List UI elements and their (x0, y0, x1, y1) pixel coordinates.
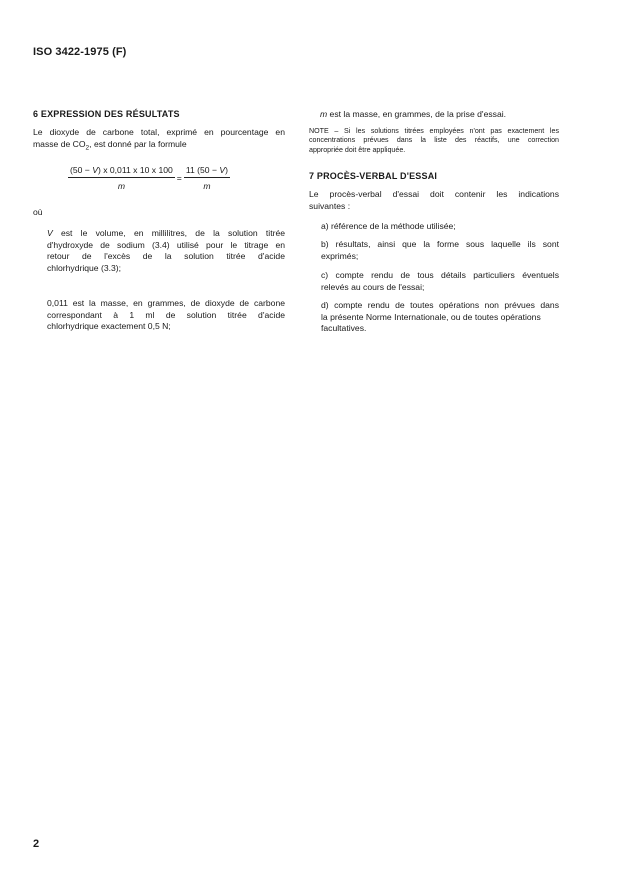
note-line-2: concentrations prévues dans la liste des réactifs, une correction (309, 136, 559, 145)
section-6-intro (33, 127, 285, 154)
f2-num-a: 11 (50 − (185, 165, 220, 175)
section-6-intro-line-2 (33, 139, 285, 154)
f1-num-a: (50 − (70, 165, 93, 175)
definition-v-line-1-text: est le volume, en millilitres, de la solution titrée (52, 228, 285, 238)
formula-equals-sign: = (176, 173, 182, 183)
list-item-a: a) référence de la méthode utilisée; (321, 221, 456, 231)
definition-v-line-4: chlorhydrique (3.3); (47, 262, 122, 273)
list-item-d-line-1: d) compte rendu de toutes opérations non prévues dans (321, 300, 559, 310)
formula-fraction-1-numerator (68, 165, 175, 178)
definition-0011-line-3: chlorhydrique exactement 0,5 N; (47, 321, 171, 332)
result-formula (68, 165, 258, 191)
note-block (309, 127, 559, 155)
formula-fraction-2 (184, 165, 230, 191)
section-7-intro (309, 189, 559, 212)
f2-num-v: V (219, 165, 226, 175)
definition-m (320, 109, 506, 121)
section-7-heading: 7 PROCÈS-VERBAL D'ESSAI (309, 171, 438, 181)
definition-m-text: est la masse, en grammes, de la prise d'essai. (327, 109, 507, 119)
f1-num-b: ) x 0,011 x 10 x 100 (97, 165, 173, 175)
definition-0011-line-1: 0,011 est la masse, en grammes, de dioxyde de carbone (47, 298, 285, 308)
intro-line-2-end: , est donné par la formule (89, 138, 187, 149)
formula-fraction-1 (68, 165, 175, 191)
formula-fraction-2-denominator: m (203, 181, 211, 191)
section-7-intro-line-1: Le procès-verbal d'essai doit contenir les indications (309, 189, 559, 199)
note-line-1: NOTE – Si les solutions titrées employées n'ont pas exactement les (309, 127, 559, 135)
f2-num-b: ) (225, 165, 228, 175)
definition-v-line-2: d'hydroxyde de sodium (3.4) utilisé pour le titrage en (47, 239, 285, 250)
where-label: où (33, 207, 43, 217)
list-item-b (321, 239, 559, 262)
formula-fraction-2-numerator (184, 165, 230, 178)
document-header: ISO 3422-1975 (F) (33, 46, 127, 58)
definition-v-line-3: retour de l'excès de la solution titrée d'acide (47, 251, 285, 262)
definition-0011 (47, 298, 285, 333)
definition-v-line-1 (47, 228, 285, 240)
definition-0011-line-2: correspondant à 1 ml de solution titrée d'acide (47, 309, 285, 320)
list-item-c-line-1: c) compte rendu de tous détails particuliers éventuels (321, 270, 559, 280)
section-7-intro-line-2: suivantes : (309, 200, 351, 211)
list-item-d-line-3: facultatives. (321, 323, 367, 334)
definition-v (47, 228, 285, 274)
list-item-b-line-2: exprimés; (321, 250, 359, 261)
list-item-b-line-1: b) résultats, ainsi que la forme sous laquelle ils sont (321, 239, 559, 249)
formula-fraction-1-denominator: m (117, 181, 125, 191)
section-6-heading: 6 EXPRESSION DES RÉSULTATS (33, 109, 180, 119)
definition-v-symbol: V (47, 228, 53, 238)
page-number: 2 (33, 838, 40, 850)
co2-text: masse de CO (33, 138, 86, 149)
section-6-intro-line-1: Le dioxyde de carbone total, exprimé en pourcentage en (33, 127, 285, 137)
list-item-d (321, 300, 559, 335)
list-item-d-line-2: la présente Norme Internationale, ou de toutes opérations (321, 311, 541, 322)
note-line-3: appropriée doit être appliquée. (309, 145, 406, 154)
f1-num-v: V (92, 165, 98, 175)
definition-m-symbol: m (320, 109, 328, 119)
list-item-c (321, 270, 559, 293)
list-item-c-line-2: relevés au cours de l'essai; (321, 281, 425, 292)
co2-subscript: 2 (85, 144, 90, 152)
